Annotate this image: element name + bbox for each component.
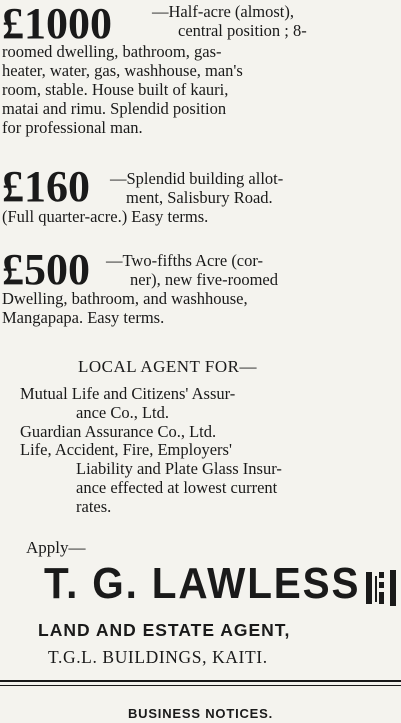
text-line: matai and rimu. Splendid position (2, 99, 227, 118)
divider-rule (0, 680, 401, 682)
agent-line: ance Co., Ltd. (76, 402, 170, 422)
firm-title: LAND AND ESTATE AGENT, (38, 620, 291, 640)
text-line: —Half-acre (almost), (152, 2, 295, 21)
text-line: —Two-fifths Acre (cor- (106, 251, 264, 270)
agent-line: Guardian Assurance Co., Ltd. (20, 421, 217, 441)
text-line: (Full quarter-acre.) Easy terms. (2, 207, 209, 226)
agent-line: Life, Accident, Fire, Employers' (20, 440, 232, 460)
text-line: heater, water, gas, washhouse, man's (2, 61, 243, 80)
text-line: central position ; 8- (178, 21, 307, 40)
firm-name: T. G. LAWLESS (44, 559, 361, 608)
divider-rule-thin (0, 685, 401, 686)
text-line: Mangapapa. Easy terms. (2, 308, 165, 327)
price-500: £500 (2, 245, 90, 294)
text-line: Dwelling, bathroom, and washhouse, (2, 289, 248, 308)
listing-500 (2, 245, 398, 327)
text-line: —Splendid building allot- (110, 169, 284, 188)
price-160: £160 (2, 162, 90, 211)
agent-line: ance effected at lowest current (76, 477, 278, 497)
listing-1000 (2, 2, 398, 137)
section-heading-business-notices: BUSINESS NOTICES. (127, 706, 274, 721)
agent-heading: LOCAL AGENT FOR— (78, 357, 257, 376)
agent-line: Mutual Life and Citizens' Assur- (20, 384, 236, 403)
text-line: for professional man. (2, 118, 143, 137)
price-1000: £1000 (2, 0, 112, 48)
text-line: roomed dwelling, bathroom, gas- (2, 42, 222, 61)
apply-label: Apply— (26, 538, 86, 557)
printers-ornament-icon (364, 568, 398, 608)
text-line: room, stable. House built of kauri, (2, 80, 229, 99)
agent-list (20, 385, 398, 517)
firm-address: T.G.L. BUILDINGS, KAITI. (48, 647, 268, 667)
listing-160 (2, 162, 398, 226)
text-line: ner), new five-roomed (130, 270, 278, 289)
agent-line: Liability and Plate Glass Insur- (76, 459, 282, 479)
agent-line: rates. (76, 496, 112, 516)
text-line: ment, Salisbury Road. (126, 188, 273, 207)
